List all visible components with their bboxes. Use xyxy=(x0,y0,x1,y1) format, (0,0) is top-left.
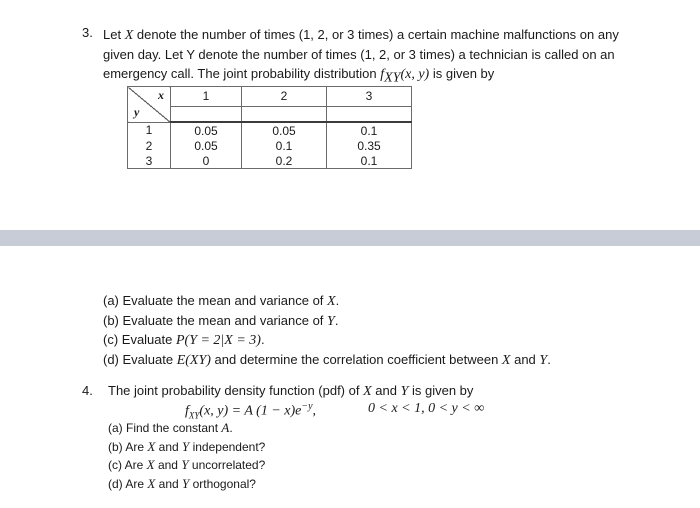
corner-x-label: x xyxy=(158,88,164,102)
table-row xyxy=(128,138,412,153)
x-header-2: 2 xyxy=(242,87,327,107)
problem-3-part-a: (a) Evaluate the mean and variance of X. xyxy=(103,293,340,309)
table-cell: 0.1 xyxy=(327,122,412,138)
problem-3-line-2: given day. Let Y denote the number of times (1, 2, or 3 times) a technician is called on an xyxy=(103,47,615,62)
problem-4-part-b: (b) Are X and Y independent? xyxy=(108,438,266,454)
corner-y-label: y xyxy=(134,105,140,119)
table-cell: 0 xyxy=(171,153,242,169)
table-cell: 0.35 xyxy=(327,138,412,153)
problem-3-part-b: (b) Evaluate the mean and variance of Y. xyxy=(103,312,339,329)
problem-3-line-3: emergency call. The joint probability distribution $f_{XY}(x$, y) is given by xyxy=(103,66,495,86)
problem-3-part-c: (c) Evaluate P(Y = 2|X = 3). xyxy=(103,332,265,348)
problem-4-statement: The joint probability density function (pdf) of X and Y is given by xyxy=(108,383,474,399)
y-label: 3 xyxy=(128,153,171,169)
x-header-1: 1 xyxy=(171,87,242,107)
table-corner-cell xyxy=(128,87,171,123)
joint-probability-table xyxy=(127,86,412,169)
table-cell: 0.1 xyxy=(327,153,412,169)
problem-4-parts xyxy=(108,419,265,493)
problem-3-line-1: Let X denote the number of times (1, 2, or 3 times) a certain machine malfunctions on any xyxy=(103,27,619,43)
problem-4-number: 4. xyxy=(82,383,93,398)
pdf-range: 0 < x < 1, 0 < y < ∞ xyxy=(368,401,485,416)
problem-3-statement xyxy=(103,25,663,88)
table-row xyxy=(128,153,412,169)
page-divider-band xyxy=(0,230,700,246)
x-header-3: 3 xyxy=(327,87,412,107)
problem-4-part-c: (c) Are X and Y uncorrelated? xyxy=(108,457,266,472)
table-cell: 0.05 xyxy=(171,122,242,138)
problem-4-part-a: (a) Find the constant A. xyxy=(108,420,233,435)
problem-3-part-d: (d) Evaluate E(XY) and determine the correlation coefficient between X and Y. xyxy=(103,351,551,368)
table-cell: 0.2 xyxy=(242,153,327,169)
problem-3-parts xyxy=(103,292,551,370)
y-label: 1 xyxy=(128,122,171,138)
table-row xyxy=(128,122,412,138)
problem-4-part-d: (d) Are X and Y orthogonal? xyxy=(108,475,256,491)
pdf-formula: $f_{XY}(x$, y) = A $(1 - x)e^{-y}$, xyxy=(185,401,317,421)
y-label: 2 xyxy=(128,138,171,153)
table-cell: 0.05 xyxy=(171,138,242,153)
problem-3-number: 3. xyxy=(82,25,93,40)
table-cell: 0.1 xyxy=(242,138,327,153)
table-cell: 0.05 xyxy=(242,122,327,138)
